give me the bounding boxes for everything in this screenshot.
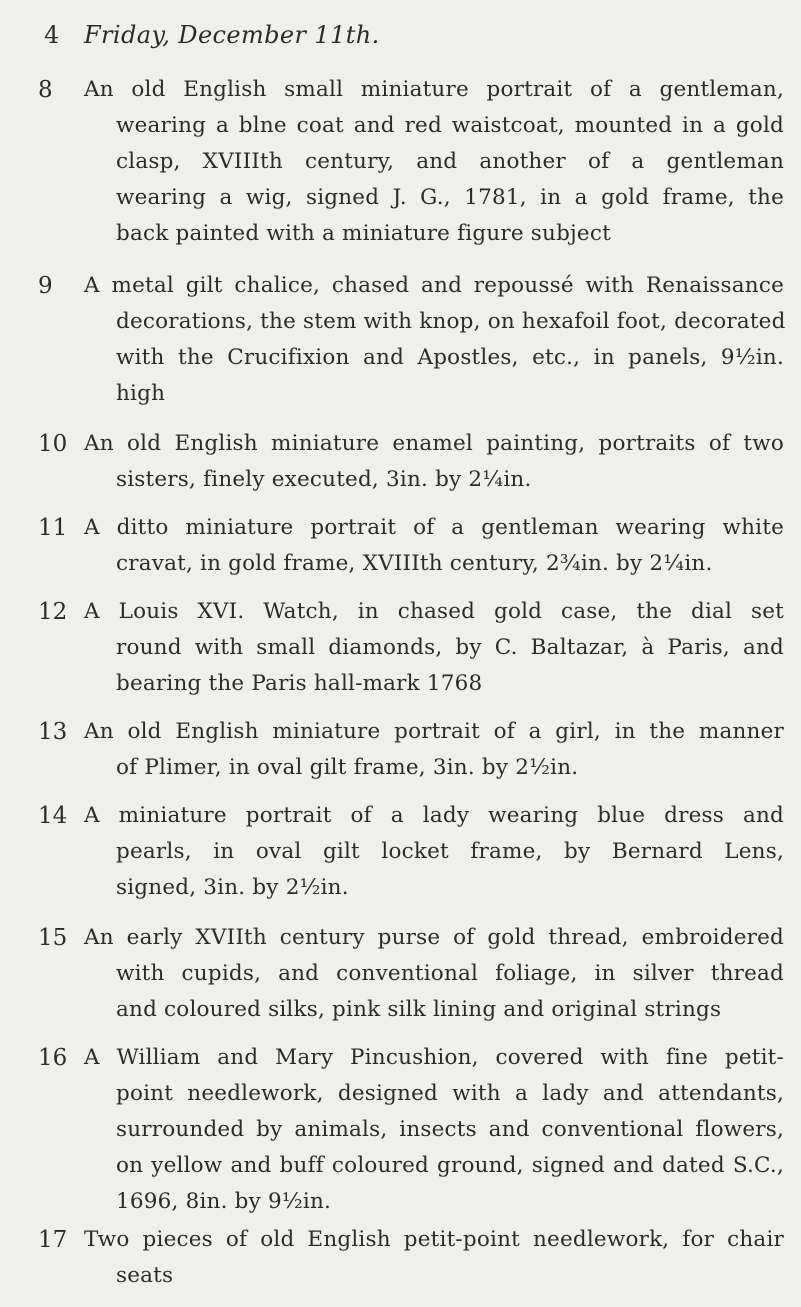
lot-description — [84, 426, 784, 498]
description-line: cravat, in gold frame, XVIIIth century, 2¾in. by 2¼in. — [116, 551, 713, 576]
description-line: clasp, XVIIIth century, and another of a gentleman — [116, 149, 784, 174]
description-line: sisters, finely executed, 3in. by 2¼in. — [116, 467, 532, 492]
lot-number: 12 — [38, 599, 68, 625]
description-line: signed, 3in. by 2½in. — [116, 875, 349, 900]
description-line: point needlework, designed with a lady and attendants, — [116, 1081, 784, 1106]
description-line: back painted with a miniature figure subject — [116, 221, 611, 246]
description-line: bearing the Paris hall-mark 1768 — [116, 671, 483, 696]
description-line: An old English small miniature portrait of a gentleman, — [84, 77, 784, 102]
lot-number: 15 — [38, 925, 68, 951]
description-line: A metal gilt chalice, chased and repoussé with Renaissance — [84, 273, 784, 298]
description-line: with cupids, and conventional foliage, in silver thread — [116, 961, 784, 986]
lot-description — [84, 1222, 784, 1294]
lot-description — [84, 798, 784, 906]
description-line: An early XVIIth century purse of gold thread, embroidered — [84, 925, 784, 950]
lot-number: 10 — [38, 431, 68, 457]
description-line: A miniature portrait of a lady wearing blue dress and — [84, 803, 784, 828]
lot-description — [84, 268, 784, 412]
description-line: decorations, the stem with knop, on hexafoil foot, decorated — [116, 309, 786, 334]
lot-number: 9 — [38, 273, 53, 299]
lot-number: 17 — [38, 1227, 68, 1253]
description-line: wearing a blne coat and red waistcoat, mounted in a gold — [116, 113, 784, 138]
description-line: of Plimer, in oval gilt frame, 3in. by 2½in. — [116, 755, 579, 780]
lot-description — [84, 920, 784, 1028]
description-line: with the Crucifixion and Apostles, etc., in panels, 9½in. — [116, 345, 784, 370]
description-line: on yellow and buff coloured ground, signed and dated S.C., — [116, 1153, 784, 1178]
lot-description — [84, 594, 784, 702]
description-line: A ditto miniature portrait of a gentleman wearing white — [84, 515, 784, 540]
lot-description — [84, 1040, 784, 1220]
description-line: An old English miniature portrait of a girl, in the manner — [84, 719, 784, 744]
lot-description — [84, 714, 784, 786]
lot-number: 11 — [38, 515, 68, 541]
description-line: and coloured silks, pink silk lining and original strings — [116, 997, 722, 1022]
description-line: pearls, in oval gilt locket frame, by Bernard Lens, — [116, 839, 784, 864]
description-line: surrounded by animals, insects and conventional flowers, — [116, 1117, 784, 1142]
description-line: An old English miniature enamel painting, portraits of two — [84, 431, 784, 456]
lot-description — [84, 510, 784, 582]
page-header: Friday, December 11th. — [84, 21, 380, 49]
description-line: A William and Mary Pincushion, covered with fine petit- — [84, 1045, 784, 1070]
description-line: 1696, 8in. by 9½in. — [116, 1189, 332, 1214]
lot-number: 8 — [38, 77, 53, 103]
lot-number: 13 — [38, 719, 68, 745]
description-line: wearing a wig, signed J. G., 1781, in a gold frame, the — [116, 185, 784, 210]
lot-number: 16 — [38, 1045, 68, 1071]
description-line: A Louis XVI. Watch, in chased gold case, the dial set — [84, 599, 784, 624]
description-line: Two pieces of old English petit-point needlework, for chair — [84, 1227, 784, 1252]
description-line: seats — [116, 1263, 174, 1288]
description-line: high — [116, 381, 166, 406]
description-line: round with small diamonds, by C. Baltazar, à Paris, and — [116, 635, 784, 660]
page-number: 4 — [44, 21, 60, 49]
lot-description — [84, 72, 784, 252]
lot-number: 14 — [38, 803, 68, 829]
